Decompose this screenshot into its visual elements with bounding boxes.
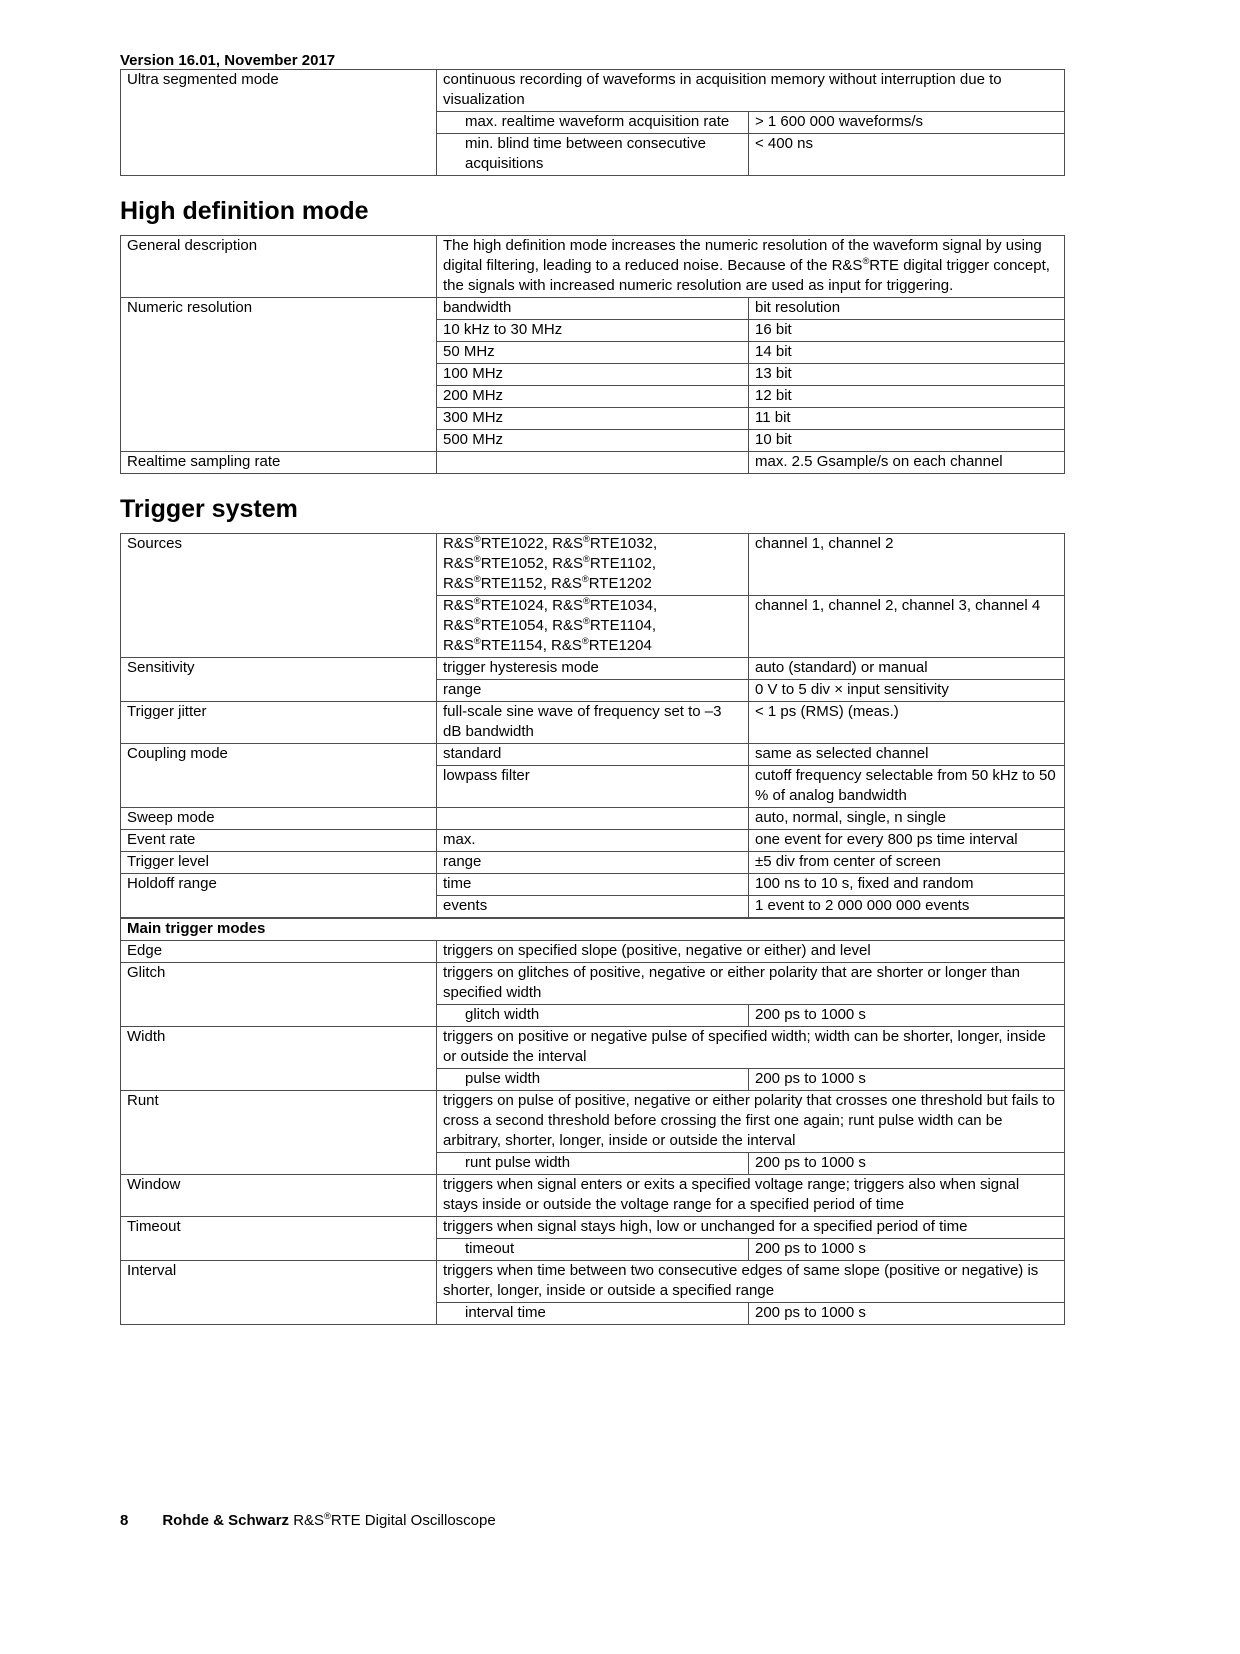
page-content (120, 0, 1064, 1325)
spec-desc-cell: triggers on pulse of positive, negative or either polarity that crosses one threshold but fails to cross a second threshold before crossing the first one again; runt pulse width can be arbitrary, shorter, longer, inside or outside the interval (437, 1091, 1065, 1153)
spec-value-cell: 100 ns to 10 s, fixed and random (749, 874, 1065, 896)
spec-label-cell: Sensitivity (121, 658, 437, 702)
spec-label-cell: Holdoff range (121, 874, 437, 918)
spec-condition-cell: range (437, 852, 749, 874)
empty-cell (437, 452, 749, 474)
section-title-trigger-system: Trigger system (120, 495, 298, 523)
model-list-cell: R&S®RTE1022, R&S®RTE1032, R&S®RTE1052, R&S®RTE1102, R&S®RTE1152, R&S®RTE1202 (437, 534, 749, 596)
spec-value-cell: 200 ps to 1000 s (749, 1005, 1065, 1027)
spec-desc-cell: continuous recording of waveforms in acquisition memory without interruption due to visualization (437, 70, 1065, 112)
main-trigger-modes-table (120, 918, 1065, 1325)
spec-value-cell: max. 2.5 Gsample/s on each channel (749, 452, 1065, 474)
spec-label-cell: Edge (121, 941, 437, 963)
bandwidth-cell: 100 MHz (437, 364, 749, 386)
spec-label-cell: Window (121, 1175, 437, 1217)
high-definition-table (120, 235, 1065, 474)
spec-value-cell: auto (standard) or manual (749, 658, 1065, 680)
spec-value-cell: ±5 div from center of screen (749, 852, 1065, 874)
model-list-cell: R&S®RTE1024, R&S®RTE1034, R&S®RTE1054, R&S®RTE1104, R&S®RTE1154, R&S®RTE1204 (437, 596, 749, 658)
table-row (121, 1261, 1065, 1303)
version-header: Version 16.01, November 2017 (120, 52, 336, 69)
spec-value-cell: 200 ps to 1000 s (749, 1069, 1065, 1091)
table-row (121, 70, 1065, 112)
footer-brand: Rohde & Schwarz (162, 1512, 290, 1529)
table-row (121, 236, 1065, 298)
spec-label-cell: Runt (121, 1091, 437, 1175)
column-header-cell: bandwidth (437, 298, 749, 320)
table-section-header: Main trigger modes (121, 919, 1065, 941)
spec-label-cell: Width (121, 1027, 437, 1091)
spec-value-cell: < 1 ps (RMS) (meas.) (749, 702, 1065, 744)
spec-desc-cell: triggers when signal stays high, low or unchanged for a specified period of time (437, 1217, 1065, 1239)
spec-label-cell: Numeric resolution (121, 298, 437, 452)
table-row (121, 744, 1065, 766)
spec-subparam-cell: timeout (437, 1239, 749, 1261)
spec-condition-cell: max. (437, 830, 749, 852)
spec-desc-cell: The high definition mode increases the numeric resolution of the waveform signal by using digital filtering, leading to a reduced noise. Because of the R&S®RTE digital trigger concept, the signals with increased numeric resolution are used as input for triggering. (437, 236, 1065, 298)
footer-product-name: R&S®RTE Digital Oscilloscope (293, 1511, 496, 1529)
spec-label-cell: Sources (121, 534, 437, 658)
spec-label-cell: Ultra segmented mode (121, 70, 437, 176)
spec-subparam-cell: min. blind time between consecutive acquisitions (437, 134, 749, 176)
table-row (121, 1217, 1065, 1239)
spec-value-cell: 200 ps to 1000 s (749, 1303, 1065, 1325)
spec-condition-cell: lowpass filter (437, 766, 749, 808)
table-row (121, 941, 1065, 963)
spec-label-cell: General description (121, 236, 437, 298)
section-title-high-definition-mode: High definition mode (120, 197, 369, 225)
spec-value-cell: 0 V to 5 div × input sensitivity (749, 680, 1065, 702)
table-row (121, 452, 1065, 474)
spec-condition-cell: trigger hysteresis mode (437, 658, 749, 680)
spec-label-cell: Trigger level (121, 852, 437, 874)
spec-value-cell: 200 ps to 1000 s (749, 1239, 1065, 1261)
spec-label-cell: Sweep mode (121, 808, 437, 830)
trigger-system-table (120, 533, 1065, 918)
table-row (121, 702, 1065, 744)
spec-desc-cell: triggers on specified slope (positive, negative or either) and level (437, 941, 1065, 963)
table-row (121, 1175, 1065, 1217)
spec-label-cell: Glitch (121, 963, 437, 1027)
bit-resolution-cell: 16 bit (749, 320, 1065, 342)
spec-value-cell: 1 event to 2 000 000 000 events (749, 896, 1065, 918)
bandwidth-cell: 200 MHz (437, 386, 749, 408)
page-footer (120, 1512, 496, 1529)
spec-label-cell: Event rate (121, 830, 437, 852)
spec-desc-cell: triggers on glitches of positive, negative or either polarity that are shorter or longer than specified width (437, 963, 1065, 1005)
spec-label-cell: Coupling mode (121, 744, 437, 808)
spec-value-cell: same as selected channel (749, 744, 1065, 766)
spec-subparam-cell: max. realtime waveform acquisition rate (437, 112, 749, 134)
spec-value-cell: 200 ps to 1000 s (749, 1153, 1065, 1175)
bandwidth-cell: 300 MHz (437, 408, 749, 430)
spec-value-cell: > 1 600 000 waveforms/s (749, 112, 1065, 134)
bit-resolution-cell: 10 bit (749, 430, 1065, 452)
bit-resolution-cell: 12 bit (749, 386, 1065, 408)
bandwidth-cell: 10 kHz to 30 MHz (437, 320, 749, 342)
spec-condition-cell: full-scale sine wave of frequency set to –3 dB bandwidth (437, 702, 749, 744)
bandwidth-cell: 50 MHz (437, 342, 749, 364)
spec-subparam-cell: runt pulse width (437, 1153, 749, 1175)
spec-value-cell: channel 1, channel 2, channel 3, channel 4 (749, 596, 1065, 658)
table-row (121, 808, 1065, 830)
table-row (121, 830, 1065, 852)
table-row (121, 298, 1065, 320)
table-row (121, 1027, 1065, 1069)
spec-subparam-cell: pulse width (437, 1069, 749, 1091)
bit-resolution-cell: 13 bit (749, 364, 1065, 386)
spec-label-cell: Realtime sampling rate (121, 452, 437, 474)
spec-desc-cell: triggers on positive or negative pulse of specified width; width can be shorter, longer, inside or outside the interval (437, 1027, 1065, 1069)
bit-resolution-cell: 11 bit (749, 408, 1065, 430)
table-row (121, 534, 1065, 596)
table-row (121, 919, 1065, 941)
spec-value-cell: auto, normal, single, n single (749, 808, 1065, 830)
spec-subparam-cell: glitch width (437, 1005, 749, 1027)
spec-value-cell: < 400 ns (749, 134, 1065, 176)
spec-value-cell: one event for every 800 ps time interval (749, 830, 1065, 852)
spec-condition-cell: standard (437, 744, 749, 766)
spec-desc-cell: triggers when signal enters or exits a specified voltage range; triggers also when signal stays inside or outside the voltage range for a specified period of time (437, 1175, 1065, 1217)
table-row (121, 963, 1065, 1005)
bandwidth-cell: 500 MHz (437, 430, 749, 452)
empty-cell (437, 808, 749, 830)
table-row (121, 1091, 1065, 1153)
spec-desc-cell: triggers when time between two consecutive edges of same slope (positive or negative) is shorter, longer, inside or outside a specified range (437, 1261, 1065, 1303)
spec-label-cell: Timeout (121, 1217, 437, 1261)
spec-condition-cell: events (437, 896, 749, 918)
spec-subparam-cell: interval time (437, 1303, 749, 1325)
spec-value-cell: cutoff frequency selectable from 50 kHz to 50 % of analog bandwidth (749, 766, 1065, 808)
table-row (121, 852, 1065, 874)
acquisition-table (120, 69, 1065, 176)
spec-label-cell: Trigger jitter (121, 702, 437, 744)
spec-condition-cell: time (437, 874, 749, 896)
column-header-cell: bit resolution (749, 298, 1065, 320)
page-number: 8 (120, 1512, 129, 1529)
table-row (121, 658, 1065, 680)
table-row (121, 874, 1065, 896)
bit-resolution-cell: 14 bit (749, 342, 1065, 364)
spec-condition-cell: range (437, 680, 749, 702)
spec-value-cell: channel 1, channel 2 (749, 534, 1065, 596)
spec-label-cell: Interval (121, 1261, 437, 1325)
